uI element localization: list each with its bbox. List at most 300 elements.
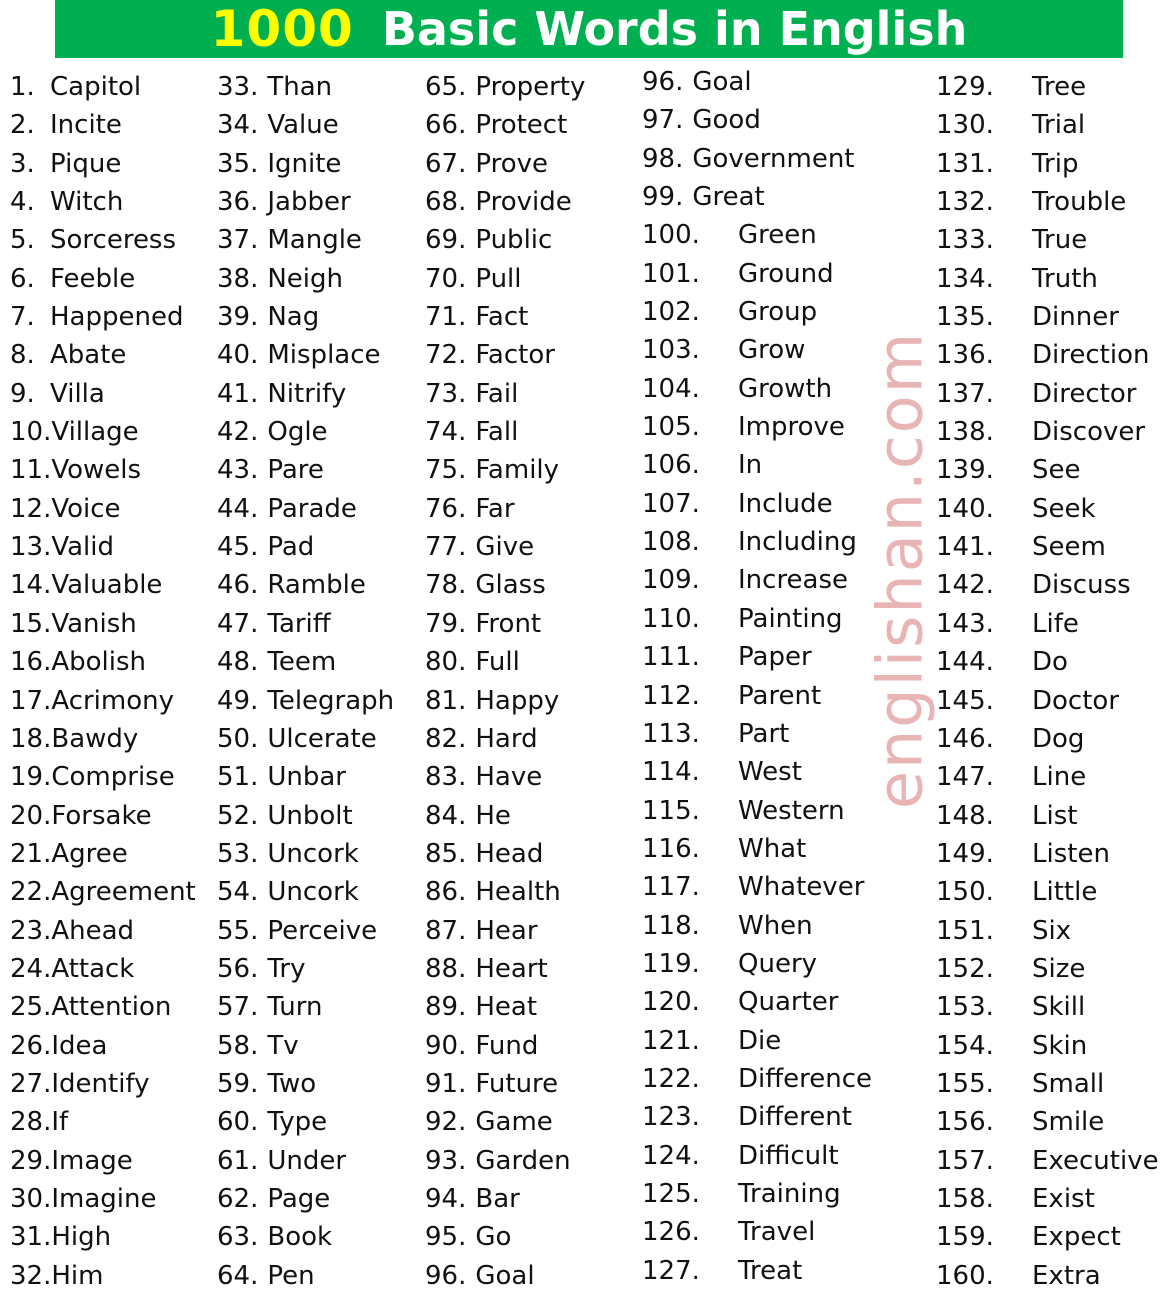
item-word: In xyxy=(738,450,763,481)
list-item xyxy=(217,758,394,796)
item-word: Good xyxy=(692,105,761,136)
list-item xyxy=(217,605,394,643)
item-word: Fail xyxy=(475,378,519,409)
list-item xyxy=(10,1142,196,1180)
item-number: 100. xyxy=(642,220,700,251)
list-item xyxy=(425,528,585,566)
item-word: Try xyxy=(267,953,306,984)
item-word: Dinner xyxy=(1032,302,1119,333)
item-word: Ground xyxy=(738,258,834,289)
list-item xyxy=(217,835,394,873)
item-number: 34. xyxy=(217,110,259,141)
item-number: 80. xyxy=(425,647,467,678)
list-item xyxy=(936,912,1159,950)
item-number: 62. xyxy=(217,1183,259,1214)
list-item xyxy=(642,1175,872,1213)
item-number: 40. xyxy=(217,340,259,371)
item-number: 132. xyxy=(936,187,994,218)
item-number: 87. xyxy=(425,915,467,946)
list-item xyxy=(425,106,585,144)
item-number: 16. xyxy=(10,647,52,678)
item-word: Prove xyxy=(475,148,548,179)
item-word: Turn xyxy=(267,992,323,1023)
item-word: Government xyxy=(692,143,855,174)
item-number: 88. xyxy=(425,953,467,984)
item-number: 160. xyxy=(936,1260,994,1291)
item-word: High xyxy=(51,1222,112,1253)
item-word: When xyxy=(738,910,813,941)
list-item xyxy=(10,490,196,528)
item-word: Trial xyxy=(1032,110,1086,141)
item-word: Full xyxy=(475,647,520,678)
list-item xyxy=(936,336,1159,374)
list-item xyxy=(936,106,1159,144)
list-item xyxy=(10,221,196,259)
item-number: 12. xyxy=(10,493,52,524)
item-number: 57. xyxy=(217,992,259,1023)
list-item xyxy=(425,643,585,681)
item-number: 66. xyxy=(425,110,467,141)
item-number: 156. xyxy=(936,1107,994,1138)
list-item xyxy=(217,298,394,336)
item-word: Travel xyxy=(738,1217,816,1248)
item-number: 76. xyxy=(425,493,467,524)
item-number: 70. xyxy=(425,263,467,294)
item-number: 130. xyxy=(936,110,994,141)
list-item xyxy=(10,797,196,835)
item-word: Line xyxy=(1032,762,1087,793)
item-number: 78. xyxy=(425,570,467,601)
list-item xyxy=(217,643,394,681)
title-banner xyxy=(55,0,1123,58)
item-word: Idea xyxy=(51,1030,108,1061)
item-number: 139. xyxy=(936,455,994,486)
item-word: Tv xyxy=(267,1030,299,1061)
list-item xyxy=(936,950,1159,988)
item-word: Glass xyxy=(475,570,546,601)
item-number: 49. xyxy=(217,685,259,716)
word-column-3 xyxy=(425,68,585,1295)
item-word: Uncork xyxy=(267,877,359,908)
list-item xyxy=(642,1022,872,1060)
item-word: Dog xyxy=(1032,723,1085,754)
item-number: 1. xyxy=(10,72,35,102)
list-item xyxy=(936,1257,1159,1295)
item-number: 98. xyxy=(642,143,684,174)
item-word: Trouble xyxy=(1032,187,1127,218)
list-item xyxy=(425,336,585,374)
item-number: 9. xyxy=(10,378,35,409)
list-item xyxy=(642,753,872,791)
list-item xyxy=(642,140,872,178)
list-item xyxy=(217,145,394,183)
item-number: 89. xyxy=(425,992,467,1023)
item-word: Part xyxy=(738,718,790,749)
item-word: Listen xyxy=(1032,838,1110,869)
item-word: Doctor xyxy=(1032,685,1120,716)
item-word: Provide xyxy=(475,187,572,218)
item-number: 138. xyxy=(936,417,994,448)
item-word: Nag xyxy=(267,302,320,333)
item-word: Include xyxy=(738,488,833,519)
item-number: 121. xyxy=(642,1025,700,1056)
item-number: 24. xyxy=(10,953,52,984)
item-word: Direction xyxy=(1032,340,1150,371)
item-word: Extra xyxy=(1032,1260,1101,1291)
list-item xyxy=(936,1065,1159,1103)
item-word: Parent xyxy=(738,680,822,711)
list-item xyxy=(936,1027,1159,1065)
item-word: Discover xyxy=(1032,417,1146,448)
item-number: 83. xyxy=(425,762,467,793)
list-item xyxy=(936,490,1159,528)
item-word: Uncork xyxy=(267,838,359,869)
item-word: Ramble xyxy=(267,570,366,601)
list-item xyxy=(217,183,394,221)
list-item xyxy=(936,643,1159,681)
item-number: 91. xyxy=(425,1068,467,1099)
word-column-5 xyxy=(936,68,1159,1295)
list-item xyxy=(425,1027,585,1065)
item-number: 142. xyxy=(936,570,994,601)
list-item xyxy=(10,566,196,604)
item-word: Group xyxy=(738,297,818,328)
item-number: 33. xyxy=(217,72,259,102)
word-column-2 xyxy=(217,68,394,1295)
item-number: 94. xyxy=(425,1183,467,1214)
item-word: Abolish xyxy=(51,647,147,678)
item-word: Agreement xyxy=(51,877,196,908)
item-word: Teem xyxy=(267,647,337,678)
item-number: 68. xyxy=(425,187,467,218)
item-word: Green xyxy=(738,220,817,251)
list-item xyxy=(217,1027,394,1065)
item-word: Fact xyxy=(475,302,529,333)
list-item xyxy=(217,1257,394,1295)
list-item xyxy=(642,1137,872,1175)
list-item xyxy=(10,1027,196,1065)
item-word: Image xyxy=(51,1145,133,1176)
item-number: 42. xyxy=(217,417,259,448)
list-item xyxy=(642,1060,872,1098)
list-item xyxy=(217,451,394,489)
item-number: 149. xyxy=(936,838,994,869)
item-number: 29. xyxy=(10,1145,52,1176)
list-item xyxy=(10,1257,196,1295)
list-item xyxy=(10,375,196,413)
item-number: 136. xyxy=(936,340,994,371)
item-number: 8. xyxy=(10,340,35,371)
item-number: 90. xyxy=(425,1030,467,1061)
item-word: Goal xyxy=(692,67,752,97)
list-item xyxy=(642,1252,872,1290)
item-word: Family xyxy=(475,455,560,486)
item-word: Acrimony xyxy=(51,685,174,716)
item-number: 159. xyxy=(936,1222,994,1253)
item-word: Nitrify xyxy=(267,378,347,409)
list-item xyxy=(642,370,872,408)
item-word: Goal xyxy=(475,1260,535,1291)
list-item xyxy=(642,178,872,216)
item-word: Little xyxy=(1032,877,1098,908)
list-item xyxy=(642,1213,872,1251)
list-item xyxy=(425,758,585,796)
item-word: Training xyxy=(738,1178,841,1209)
item-word: Garden xyxy=(475,1145,571,1176)
list-item xyxy=(642,868,872,906)
item-number: 84. xyxy=(425,800,467,831)
item-word: Die xyxy=(738,1025,782,1056)
item-word: Factor xyxy=(475,340,555,371)
item-word: Skill xyxy=(1032,992,1086,1023)
list-item xyxy=(10,1180,196,1218)
item-number: 14. xyxy=(10,570,52,601)
item-number: 25. xyxy=(10,992,52,1023)
list-item xyxy=(425,1065,585,1103)
item-number: 60. xyxy=(217,1107,259,1138)
list-item xyxy=(425,720,585,758)
item-word: Under xyxy=(267,1145,347,1176)
list-item xyxy=(642,600,872,638)
item-word: Feeble xyxy=(50,263,136,294)
item-number: 71. xyxy=(425,302,467,333)
list-item xyxy=(425,260,585,298)
item-number: 144. xyxy=(936,647,994,678)
item-number: 145. xyxy=(936,685,994,716)
item-number: 96. xyxy=(642,67,684,97)
list-item xyxy=(642,446,872,484)
item-number: 155. xyxy=(936,1068,994,1099)
item-number: 52. xyxy=(217,800,259,831)
item-number: 41. xyxy=(217,378,259,409)
item-word: Vowels xyxy=(51,455,142,486)
item-number: 53. xyxy=(217,838,259,869)
list-item xyxy=(425,566,585,604)
item-number: 50. xyxy=(217,723,259,754)
item-word: Attention xyxy=(51,992,172,1023)
item-number: 122. xyxy=(642,1063,700,1094)
item-word: Whatever xyxy=(738,872,865,903)
item-word: Misplace xyxy=(267,340,381,371)
list-item xyxy=(10,260,196,298)
item-word: Value xyxy=(267,110,339,141)
item-number: 19. xyxy=(10,762,52,793)
item-number: 46. xyxy=(217,570,259,601)
item-number: 151. xyxy=(936,915,994,946)
item-number: 114. xyxy=(642,757,700,788)
item-word: Pull xyxy=(475,263,522,294)
list-item xyxy=(642,677,872,715)
list-item xyxy=(642,293,872,331)
list-item xyxy=(425,68,585,106)
item-word: Difficult xyxy=(738,1140,839,1171)
item-number: 61. xyxy=(217,1145,259,1176)
list-item xyxy=(217,106,394,144)
item-word: Painting xyxy=(738,603,843,634)
item-number: 112. xyxy=(642,680,700,711)
item-word: Vanish xyxy=(51,608,137,639)
item-number: 22. xyxy=(10,877,52,908)
title-text: Basic Words in English xyxy=(381,2,968,56)
item-number: 43. xyxy=(217,455,259,486)
item-number: 79. xyxy=(425,608,467,639)
list-item xyxy=(217,490,394,528)
item-word: What xyxy=(738,833,807,864)
item-number: 133. xyxy=(936,225,994,256)
list-item xyxy=(936,260,1159,298)
item-number: 113. xyxy=(642,718,700,749)
item-number: 64. xyxy=(217,1260,259,1291)
item-word: Mangle xyxy=(267,225,362,256)
item-number: 75. xyxy=(425,455,467,486)
item-number: 154. xyxy=(936,1030,994,1061)
item-word: Executive xyxy=(1032,1145,1159,1176)
list-item xyxy=(217,797,394,835)
item-word: Improve xyxy=(738,412,845,443)
list-item xyxy=(217,988,394,1026)
item-number: 131. xyxy=(936,148,994,179)
item-word: Six xyxy=(1032,915,1072,946)
list-item xyxy=(10,336,196,374)
item-number: 137. xyxy=(936,378,994,409)
item-number: 2. xyxy=(10,110,35,141)
item-word: Voice xyxy=(51,493,121,524)
item-word: Far xyxy=(475,493,515,524)
item-word: Expect xyxy=(1032,1222,1121,1253)
item-number: 96. xyxy=(425,1260,467,1291)
list-item xyxy=(936,1103,1159,1141)
list-item xyxy=(10,758,196,796)
item-number: 73. xyxy=(425,378,467,409)
item-word: Unbar xyxy=(267,762,346,793)
item-word: Unbolt xyxy=(267,800,353,831)
list-item xyxy=(936,145,1159,183)
item-word: Increase xyxy=(738,565,849,596)
item-number: 92. xyxy=(425,1107,467,1138)
list-item xyxy=(425,988,585,1026)
item-number: 35. xyxy=(217,148,259,179)
item-number: 110. xyxy=(642,603,700,634)
list-item xyxy=(425,1103,585,1141)
list-item xyxy=(10,413,196,451)
list-item xyxy=(217,1218,394,1256)
list-item xyxy=(10,451,196,489)
word-column-4 xyxy=(642,63,872,1290)
item-word: Fund xyxy=(475,1030,539,1061)
list-item xyxy=(936,758,1159,796)
item-number: 106. xyxy=(642,450,700,481)
list-item xyxy=(10,298,196,336)
list-item xyxy=(642,408,872,446)
item-number: 127. xyxy=(642,1255,700,1286)
list-item xyxy=(936,873,1159,911)
item-number: 141. xyxy=(936,532,994,563)
item-number: 15. xyxy=(10,608,52,639)
item-word: Bawdy xyxy=(51,723,139,754)
item-word: Villa xyxy=(50,378,105,409)
list-item xyxy=(642,216,872,254)
item-word: Seek xyxy=(1032,493,1096,524)
item-number: 17. xyxy=(10,685,52,716)
item-number: 58. xyxy=(217,1030,259,1061)
item-number: 99. xyxy=(642,182,684,213)
list-item xyxy=(936,682,1159,720)
item-word: Have xyxy=(475,762,543,793)
item-number: 143. xyxy=(936,608,994,639)
item-word: Grow xyxy=(738,335,806,366)
item-number: 23. xyxy=(10,915,52,946)
item-number: 126. xyxy=(642,1217,700,1248)
item-word: Different xyxy=(738,1102,852,1133)
item-word: Pare xyxy=(267,455,324,486)
item-number: 55. xyxy=(217,915,259,946)
list-item xyxy=(936,988,1159,1026)
item-word: Page xyxy=(267,1183,331,1214)
list-item xyxy=(217,873,394,911)
item-word: Growth xyxy=(738,373,833,404)
item-word: Ignite xyxy=(267,148,342,179)
item-number: 63. xyxy=(217,1222,259,1253)
list-item xyxy=(642,983,872,1021)
item-number: 77. xyxy=(425,532,467,563)
list-item xyxy=(425,1142,585,1180)
list-item xyxy=(642,715,872,753)
list-item xyxy=(10,145,196,183)
item-word: Go xyxy=(475,1222,512,1253)
list-item xyxy=(425,873,585,911)
list-item xyxy=(217,720,394,758)
list-item xyxy=(425,298,585,336)
item-number: 7. xyxy=(10,302,35,333)
list-item xyxy=(10,1103,196,1141)
item-word: If xyxy=(51,1107,69,1138)
item-number: 118. xyxy=(642,910,700,941)
title-number: 1000 xyxy=(210,0,354,58)
item-number: 59. xyxy=(217,1068,259,1099)
list-item xyxy=(217,1103,394,1141)
list-item xyxy=(10,183,196,221)
item-number: 47. xyxy=(217,608,259,639)
list-item xyxy=(217,336,394,374)
item-word: Treat xyxy=(738,1255,803,1286)
item-number: 54. xyxy=(217,877,259,908)
list-item xyxy=(10,950,196,988)
item-word: Game xyxy=(475,1107,553,1138)
item-word: Pen xyxy=(267,1260,315,1291)
list-item xyxy=(425,1257,585,1295)
list-item xyxy=(936,605,1159,643)
list-item xyxy=(425,183,585,221)
list-item xyxy=(936,221,1159,259)
item-word: Pique xyxy=(50,148,122,179)
item-number: 140. xyxy=(936,493,994,524)
list-item xyxy=(642,63,872,101)
item-word: Book xyxy=(267,1222,333,1253)
item-word: Attack xyxy=(51,953,135,984)
item-number: 93. xyxy=(425,1145,467,1176)
item-word: Including xyxy=(738,527,857,558)
list-item xyxy=(642,1098,872,1136)
item-number: 157. xyxy=(936,1145,994,1176)
list-item xyxy=(217,950,394,988)
item-number: 6. xyxy=(10,263,35,294)
list-item xyxy=(10,912,196,950)
item-number: 30. xyxy=(10,1183,52,1214)
item-word: Neigh xyxy=(267,263,344,294)
item-word: Agree xyxy=(51,838,128,869)
item-number: 3. xyxy=(10,148,35,179)
item-word: Him xyxy=(51,1260,104,1291)
